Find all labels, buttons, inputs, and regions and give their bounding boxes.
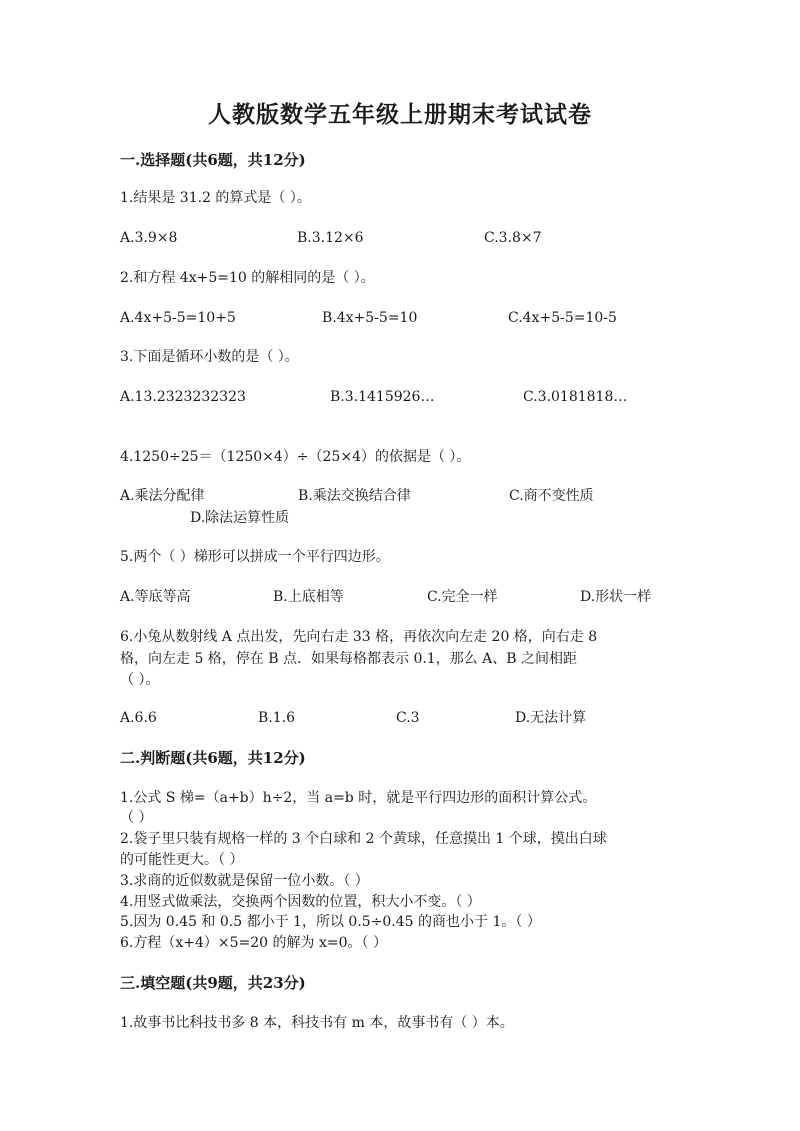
question-text: 格，向左走 5 格，停在 B 点．如果每格都表示 0.1，那么 A、B 之间相距 <box>120 651 578 667</box>
question-text: 4.1250÷25＝（1250×4）÷（25×4）的依据是（ ）。 <box>120 449 471 465</box>
statement-line: 5.因为 0.45 和 0.5 都小于 1，所以 0.5÷0.45 的商也小于 1。（ ） <box>120 914 541 930</box>
option-c: C.3.0181818… <box>523 389 628 405</box>
question-text: 5.两个（ ）梯形可以拼成一个平行四边形。 <box>120 549 390 565</box>
option-a: A.3.9×8 <box>120 230 178 246</box>
page-title: 人教版数学五年级上册期末考试试卷 <box>208 101 592 128</box>
option-c: C.完全一样 <box>427 589 498 605</box>
question-text: （ ）。 <box>120 672 160 688</box>
option-a: A.13.2323232323 <box>120 389 246 405</box>
section-heading-fill: 三.填空题(共9题，共23分) <box>120 974 306 992</box>
section-heading-choice: 一.选择题(共6题，共12分) <box>120 151 306 169</box>
statement-line: 1.公式 S 梯=（a+b）h÷2，当 a=b 时，就是平行四边形的面积计算公式。 <box>120 790 597 806</box>
option-c: C.商不变性质 <box>509 488 594 504</box>
section-heading-judgement: 二.判断题(共6题，共12分) <box>120 749 306 767</box>
option-d: D.无法计算 <box>515 710 587 726</box>
option-a: A.6.6 <box>120 710 157 726</box>
statement-line: （ ） <box>120 810 153 826</box>
option-a: A.4x+5-5=10+5 <box>120 310 236 326</box>
option-c: C.4x+5-5=10-5 <box>508 310 617 326</box>
question-text: 6.小兔从数射线 A 点出发，先向右走 33 格，再依次向左走 20 格，向右走 8 <box>120 629 598 645</box>
option-a: A.乘法分配律 <box>120 488 205 504</box>
option-b: B.3.1415926… <box>330 389 435 405</box>
question-text: 2.和方程 4x+5=10 的解相同的是（ ）。 <box>120 270 375 286</box>
option-c: C.3 <box>396 710 420 726</box>
option-b: B.3.12×6 <box>297 230 364 246</box>
option-a: A.等底等高 <box>120 589 191 605</box>
option-b: B.上底相等 <box>273 589 344 605</box>
option-b: B.乘法交换结合律 <box>298 488 411 504</box>
question-text: 1.故事书比科技书多 8 本，科技书有 m 本，故事书有（ ）本。 <box>120 1015 514 1031</box>
option-d: D.除法运算性质 <box>190 510 290 526</box>
question-text: 1.结果是 31.2 的算式是（ ）。 <box>120 190 311 206</box>
statement-line: 的可能性更大。（ ） <box>120 852 244 868</box>
statement-line: 2.袋子里只装有规格一样的 3 个白球和 2 个黄球，任意摸出 1 个球，摸出白球 <box>120 831 607 847</box>
option-b: B.1.6 <box>258 710 296 726</box>
option-c: C.3.8×7 <box>484 230 542 246</box>
statement-line: 4.用竖式做乘法，交换两个因数的位置，积大小不变。（ ） <box>120 894 481 910</box>
statement-line: 6.方程（x+4）×5=20 的解为 x=0。（ ） <box>120 935 387 951</box>
option-b: B.4x+5-5=10 <box>322 310 418 326</box>
option-d: D.形状一样 <box>580 589 652 605</box>
question-text: 3.下面是循环小数的是（ ）。 <box>120 349 299 365</box>
statement-line: 3.求商的近似数就是保留一位小数。（ ） <box>120 873 369 889</box>
